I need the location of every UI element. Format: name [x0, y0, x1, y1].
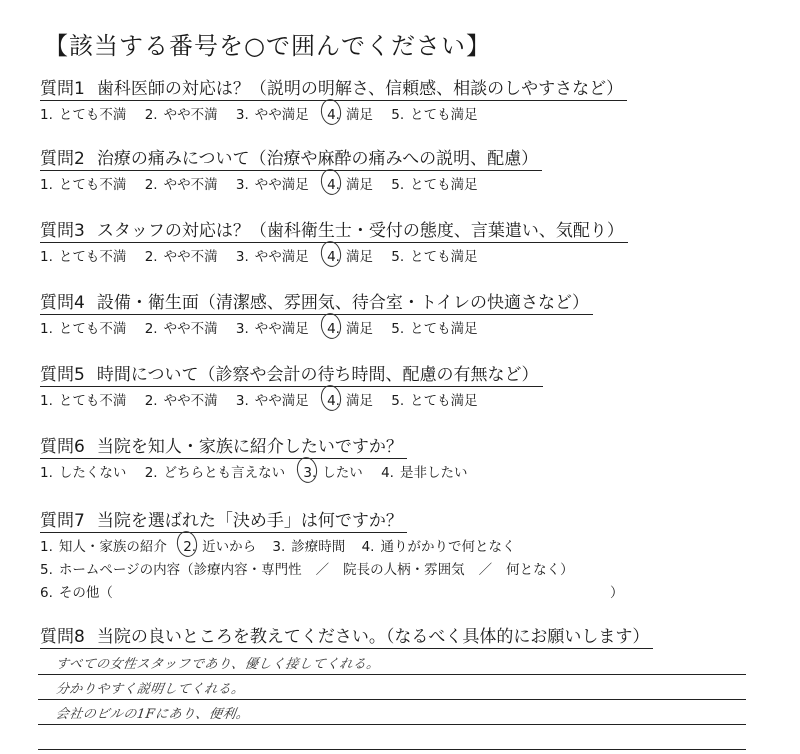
question-number: 質問5	[40, 365, 85, 385]
option-2[interactable]: 2. やや不満	[144, 393, 218, 409]
question-5-options	[40, 389, 760, 409]
option-2[interactable]: 2. どちらとも言えない	[144, 465, 286, 481]
question-number: 質問3	[40, 221, 85, 241]
question-6	[40, 432, 760, 481]
question-2-heading	[40, 144, 542, 171]
question-number: 質問2	[40, 149, 85, 169]
option-4-selected[interactable]: 4. 満足	[327, 249, 373, 265]
question-1	[40, 74, 760, 123]
option-3[interactable]: 3. やや満足	[235, 393, 309, 409]
other-close-paren: ）	[610, 585, 624, 601]
option-1[interactable]: 1. とても不満	[40, 249, 127, 265]
option-3[interactable]: 3. やや満足	[235, 177, 309, 193]
question-text: 設備・衛生面（清潔感、雰囲気、待合室・トイレの快適さなど）	[96, 293, 589, 313]
option-3[interactable]: 3. 診療時間	[272, 539, 346, 555]
handwritten-answer: すべての女性スタッフであり、優しく接してくれる。	[54, 657, 381, 672]
option-1[interactable]: 1. したくない	[40, 465, 127, 481]
question-3-heading	[40, 216, 628, 243]
question-7-options-line-3	[40, 581, 760, 602]
option-3[interactable]: 3. やや満足	[235, 321, 309, 337]
form-title: 【該当する番号を○で囲んでください】	[44, 32, 491, 60]
answer-line-1[interactable]	[38, 650, 746, 675]
option-5[interactable]: 5. とても満足	[391, 393, 478, 409]
option-4[interactable]: 4. 通りがかりで何となく	[361, 539, 516, 555]
question-3-options	[40, 245, 760, 265]
option-3-selected[interactable]: 3. したい	[303, 465, 363, 481]
option-5[interactable]: 5. ホームページの内容（診療内容・専門性 ／ 院長の人柄・雰囲気 ／ 何となく）	[40, 562, 574, 578]
question-4-heading	[40, 288, 593, 315]
answer-line-3[interactable]	[38, 700, 746, 725]
question-text: 時間について（診察や会計の待ち時間、配慮の有無など）	[96, 365, 539, 385]
option-3[interactable]: 3. やや満足	[235, 249, 309, 265]
question-number: 質問8	[40, 627, 85, 647]
question-number: 質問4	[40, 293, 85, 313]
option-4[interactable]: 4. 是非したい	[381, 465, 468, 481]
question-8-heading	[40, 622, 653, 649]
option-4-selected[interactable]: 4. 満足	[327, 177, 373, 193]
option-1[interactable]: 1. とても不満	[40, 321, 127, 337]
question-number: 質問1	[40, 79, 85, 99]
question-7-options-line-1	[40, 535, 760, 556]
option-2[interactable]: 2. やや不満	[144, 177, 218, 193]
question-text: 歯科医師の対応は？（説明の明解さ、信頼感、相談のしやすさなど）	[96, 79, 624, 99]
option-1[interactable]: 1. とても不満	[40, 107, 127, 123]
answer-line-2[interactable]	[38, 675, 746, 700]
option-1[interactable]: 1. とても不満	[40, 393, 127, 409]
option-2[interactable]: 2. やや不満	[144, 321, 218, 337]
option-4-selected[interactable]: 4. 満足	[327, 107, 373, 123]
question-5-heading	[40, 360, 543, 387]
handwritten-answer: 会社のビルの1Fにあり、便利。	[54, 707, 251, 722]
option-5[interactable]: 5. とても満足	[391, 249, 478, 265]
question-8	[40, 622, 760, 649]
question-1-heading	[40, 74, 627, 101]
question-text: 治療の痛みについて（治療や麻酔の痛みへの説明、配慮）	[96, 149, 539, 169]
option-2-selected[interactable]: 2. 近いから	[183, 539, 257, 555]
question-6-heading	[40, 432, 407, 459]
option-2[interactable]: 2. やや不満	[144, 107, 218, 123]
option-4-selected[interactable]: 4. 満足	[327, 321, 373, 337]
question-text: 当院の良いところを教えてください。（なるべく具体的にお願いします）	[96, 627, 650, 647]
option-4-selected[interactable]: 4. 満足	[327, 393, 373, 409]
free-answer-area[interactable]	[38, 650, 746, 750]
question-4-options	[40, 317, 760, 337]
question-text: 当院を選ばれた「決め手」は何ですか？	[96, 511, 403, 531]
question-number: 質問6	[40, 437, 85, 457]
question-number: 質問7	[40, 511, 85, 531]
handwritten-answer: 分かりやすく説明してくれる。	[54, 682, 246, 697]
question-5	[40, 360, 760, 409]
question-7	[40, 506, 760, 602]
question-7-heading	[40, 506, 407, 533]
option-5[interactable]: 5. とても満足	[391, 177, 478, 193]
question-4	[40, 288, 760, 337]
question-7-options-line-2	[40, 558, 760, 579]
question-1-options	[40, 103, 760, 123]
option-5[interactable]: 5. とても満足	[391, 321, 478, 337]
option-2[interactable]: 2. やや不満	[144, 249, 218, 265]
option-1[interactable]: 1. とても不満	[40, 177, 127, 193]
question-2-options	[40, 173, 760, 193]
option-6[interactable]: 6. その他（	[40, 585, 113, 601]
option-5[interactable]: 5. とても満足	[391, 107, 478, 123]
question-2	[40, 144, 760, 193]
question-text: スタッフの対応は？（歯科衛生士・受付の態度、言葉遣い、気配り）	[96, 221, 624, 241]
question-6-options	[40, 461, 760, 481]
answer-line-4[interactable]	[38, 725, 746, 750]
question-text: 当院を知人・家族に紹介したいですか？	[96, 437, 403, 457]
option-3[interactable]: 3. やや満足	[235, 107, 309, 123]
option-1[interactable]: 1. 知人・家族の紹介	[40, 539, 167, 555]
question-3	[40, 216, 760, 265]
